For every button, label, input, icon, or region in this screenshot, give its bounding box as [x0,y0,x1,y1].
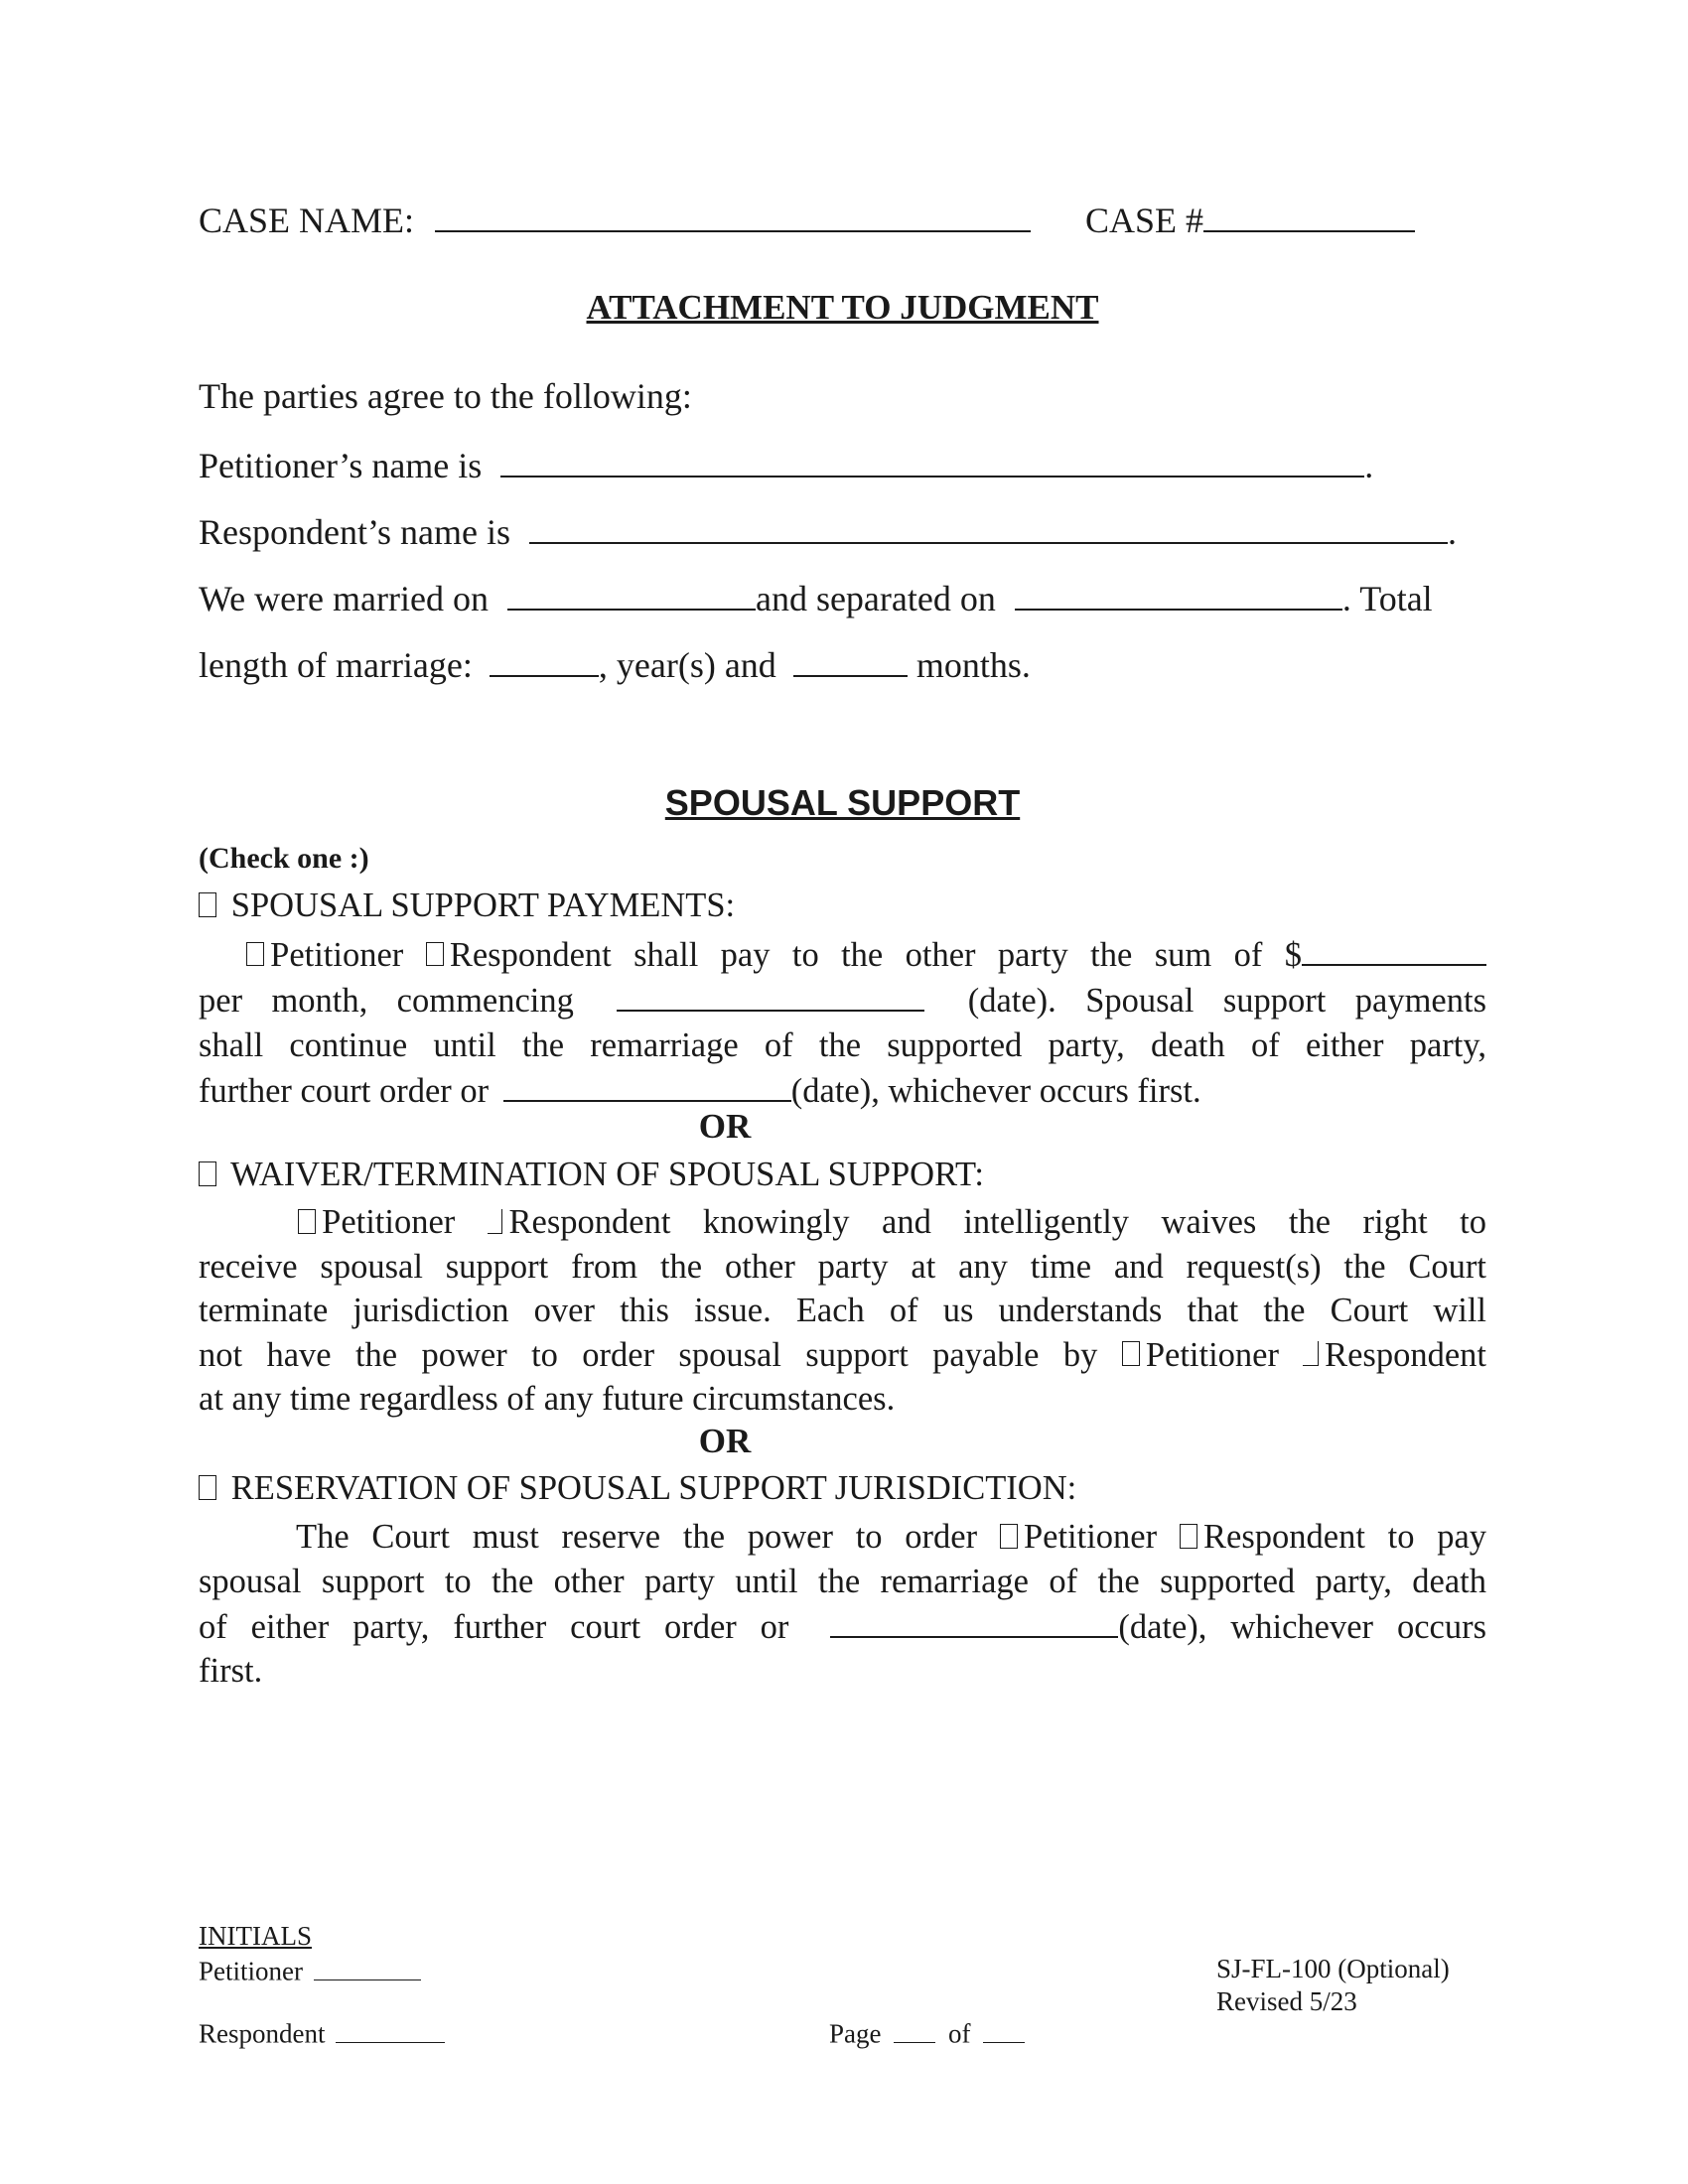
waiver-line3: terminate jurisdiction over this issue. Each of us understands that the Court will [199,1292,1486,1329]
petitioner-name-label: Petitioner’s name is [199,446,483,486]
years-field[interactable] [490,641,599,677]
case-number-label: CASE # [1085,201,1204,241]
waiver-payable-respondent-checkbox[interactable] [1303,1341,1319,1366]
respondent-name-field[interactable] [529,508,1448,544]
separation-date-field[interactable] [1015,575,1342,611]
further-order-text: further court order or [199,1071,490,1110]
waiver-payable-petitioner-label: Petitioner [1145,1335,1279,1374]
waiver-paragraph [199,1200,1486,1422]
waiver-checkbox[interactable] [199,1161,216,1186]
agree-text: The parties agree to the following: [199,376,692,416]
or-divider-1: OR [698,1107,752,1146]
option-waiver [199,1156,984,1194]
initials-respondent-row [199,2016,445,2050]
total-label: . Total [1341,579,1433,619]
initials-label: INITIALS [199,1921,312,1951]
period: . [1447,512,1457,553]
payments-petitioner-checkbox[interactable] [246,942,264,967]
case-name-row [199,197,1031,241]
petitioner-name-row [199,442,1373,486]
initials-respondent-field[interactable] [336,2016,445,2043]
per-month-text: per month, commencing [199,982,574,1021]
waiver-label: WAIVER/TERMINATION OF SPOUSAL SUPPORT: [230,1156,984,1193]
respondent-name-label: Respondent’s name is [199,512,510,553]
years-label: , year(s) and [598,645,776,686]
payments-respondent-text: Respondent shall pay to the other party the sum of $ [449,935,1302,974]
waiver-petitioner-label: Petitioner [322,1203,456,1241]
case-number-field[interactable] [1203,197,1415,232]
page-number-field[interactable] [894,2016,935,2043]
spousal-support-heading: SPOUSAL SUPPORT [664,782,1021,823]
reservation-line4: first. [199,1652,263,1691]
reservation-respondent-text: Respondent to pay [1203,1518,1487,1556]
waiver-line5: at any time regardless of any future circumstances. [199,1380,896,1418]
length-label: length of marriage: [199,645,473,686]
marriage-date-field[interactable] [507,575,756,611]
case-name-field[interactable] [435,197,1031,232]
waiver-petitioner-checkbox[interactable] [298,1209,316,1234]
respondent-name-row [199,508,1457,553]
option-payments [199,887,735,925]
form-revised: Revised 5/23 [1216,1986,1357,2016]
initials-petitioner-label: Petitioner [199,1956,303,1986]
payments-petitioner-label: Petitioner [270,935,404,974]
reservation-respondent-checkbox[interactable] [1180,1524,1197,1549]
waiver-payable-petitioner-checkbox[interactable] [1122,1341,1140,1366]
commencing-date-field[interactable] [617,977,924,1012]
waiver-respondent-text: Respondent knowingly and intelligently waives the right to [508,1203,1487,1241]
payments-label: SPOUSAL SUPPORT PAYMENTS: [230,887,736,924]
reservation-end-date-field[interactable] [830,1603,1118,1638]
initials-respondent-label: Respondent [199,2018,326,2049]
whichever-text: (date), whichever occurs first. [790,1071,1201,1110]
payments-paragraph [199,931,1486,1113]
page-label: Page [829,2018,882,2049]
check-one-label: (Check one :) [199,842,369,875]
payments-end-date-field[interactable] [503,1067,791,1102]
reservation-whichever-text: (date), whichever occurs [1118,1607,1487,1646]
or-divider-2: OR [698,1422,752,1460]
page-total-field[interactable] [983,2016,1025,2043]
case-name-label: CASE NAME: [199,201,415,241]
separated-on-label: and separated on [755,579,996,619]
reservation-paragraph [199,1515,1486,1694]
payments-date-text: (date). Spousal support payments [967,982,1487,1021]
petitioner-name-field[interactable] [500,442,1364,478]
case-number-row [1085,197,1415,241]
waiver-payable-respondent-label: Respondent [1325,1335,1486,1374]
months-field[interactable] [793,641,908,677]
reservation-line2: spousal support to the other party until the remarriage of the supported party, death [199,1562,1486,1600]
reservation-petitioner-label: Petitioner [1023,1518,1158,1556]
initials-petitioner-row [199,1954,421,1987]
page-title: ATTACHMENT TO JUDGMENT [586,288,1099,327]
waiver-line4-text: not have the power to order spousal support payable by [199,1335,1098,1374]
option-reservation [199,1469,1076,1508]
marriage-length-row [199,641,1031,686]
married-on-label: We were married on [199,579,489,619]
form-id: SJ-FL-100 (Optional) [1216,1954,1450,1983]
payments-checkbox[interactable] [199,892,216,917]
reservation-label: RESERVATION OF SPOUSAL SUPPORT JURISDICTION: [230,1469,1077,1507]
payments-respondent-checkbox[interactable] [426,942,444,967]
of-label: of [947,2018,971,2049]
waiver-line2: receive spousal support from the other party at any time and request(s) the Court [199,1247,1486,1286]
payment-amount-field[interactable] [1302,931,1486,966]
months-label: months. [915,645,1031,686]
marriage-dates-row [199,575,1433,619]
reservation-checkbox[interactable] [199,1475,216,1500]
waiver-respondent-checkbox[interactable] [488,1209,503,1234]
initials-petitioner-field[interactable] [314,1954,421,1980]
reservation-line1-text: The Court must reserve the power to order [296,1518,978,1556]
page-number-row [829,2016,1025,2050]
reservation-line3-text: of either party, further court order or [199,1607,789,1646]
payments-line3: shall continue until the remarriage of the supported party, death of either party, [199,1025,1486,1064]
period: . [1364,446,1374,486]
reservation-petitioner-checkbox[interactable] [1000,1524,1018,1549]
